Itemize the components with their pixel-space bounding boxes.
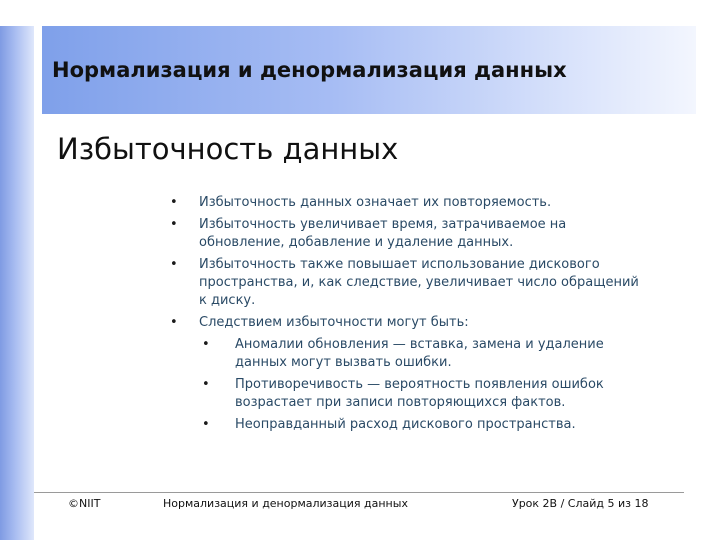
bullet-text-line: Избыточность увеличивает время, затрачиваемое на <box>199 217 567 232</box>
header-title: Нормализация и денормализация данных <box>52 58 567 82</box>
bullet-item <box>166 194 686 212</box>
bullet-item <box>166 256 686 310</box>
sub-bullet-text-line: возрастает при записи повторяющихся фактов. <box>235 395 566 410</box>
bullet-text-line: Избыточность также повышает использование дискового <box>199 257 600 272</box>
sub-bullet-text-line: Неоправданный расход дискового пространства. <box>235 417 576 432</box>
sub-bullet-item <box>199 376 686 412</box>
sub-bullet-item <box>199 416 686 434</box>
sub-bullet-text-line: Противоречивость — вероятность появления ошибок <box>235 377 604 392</box>
bullet-dot-icon: • <box>170 217 178 232</box>
bullet-dot-icon: • <box>170 195 178 210</box>
sub-bullet-dot-icon: • <box>202 337 210 352</box>
sub-bullet-item <box>199 336 686 372</box>
slide-title: Избыточность данных <box>57 132 399 166</box>
bullet-dot-icon: • <box>170 315 178 330</box>
bullet-text-line: Избыточность данных означает их повторяемость. <box>199 195 552 210</box>
bullet-item <box>166 216 686 252</box>
footer-course-title: Нормализация и денормализация данных <box>163 497 408 510</box>
bullet-text-line: пространства, и, как следствие, увеличивает число обращений <box>199 275 639 290</box>
sub-bullet-dot-icon: • <box>202 377 210 392</box>
bullet-dot-icon: • <box>170 257 178 272</box>
sub-bullet-text-line: данных могут вызвать ошибки. <box>235 355 452 370</box>
bullet-text-line: к диску. <box>199 293 256 308</box>
footer-divider <box>34 492 684 493</box>
bullet-text-line: Следствием избыточности могут быть: <box>199 315 469 330</box>
footer-copyright: ©NIIT <box>68 497 101 510</box>
bullet-list <box>166 194 686 438</box>
footer-page-number: Урок 2B / Слайд 5 из 18 <box>512 497 649 510</box>
sub-bullet-list <box>199 336 686 434</box>
bullet-item <box>166 314 686 434</box>
sub-bullet-dot-icon: • <box>202 417 210 432</box>
left-gradient-bar <box>0 26 34 540</box>
bullet-text-line: обновление, добавление и удаление данных. <box>199 235 514 250</box>
sub-bullet-text-line: Аномалии обновления — вставка, замена и удаление <box>235 337 604 352</box>
